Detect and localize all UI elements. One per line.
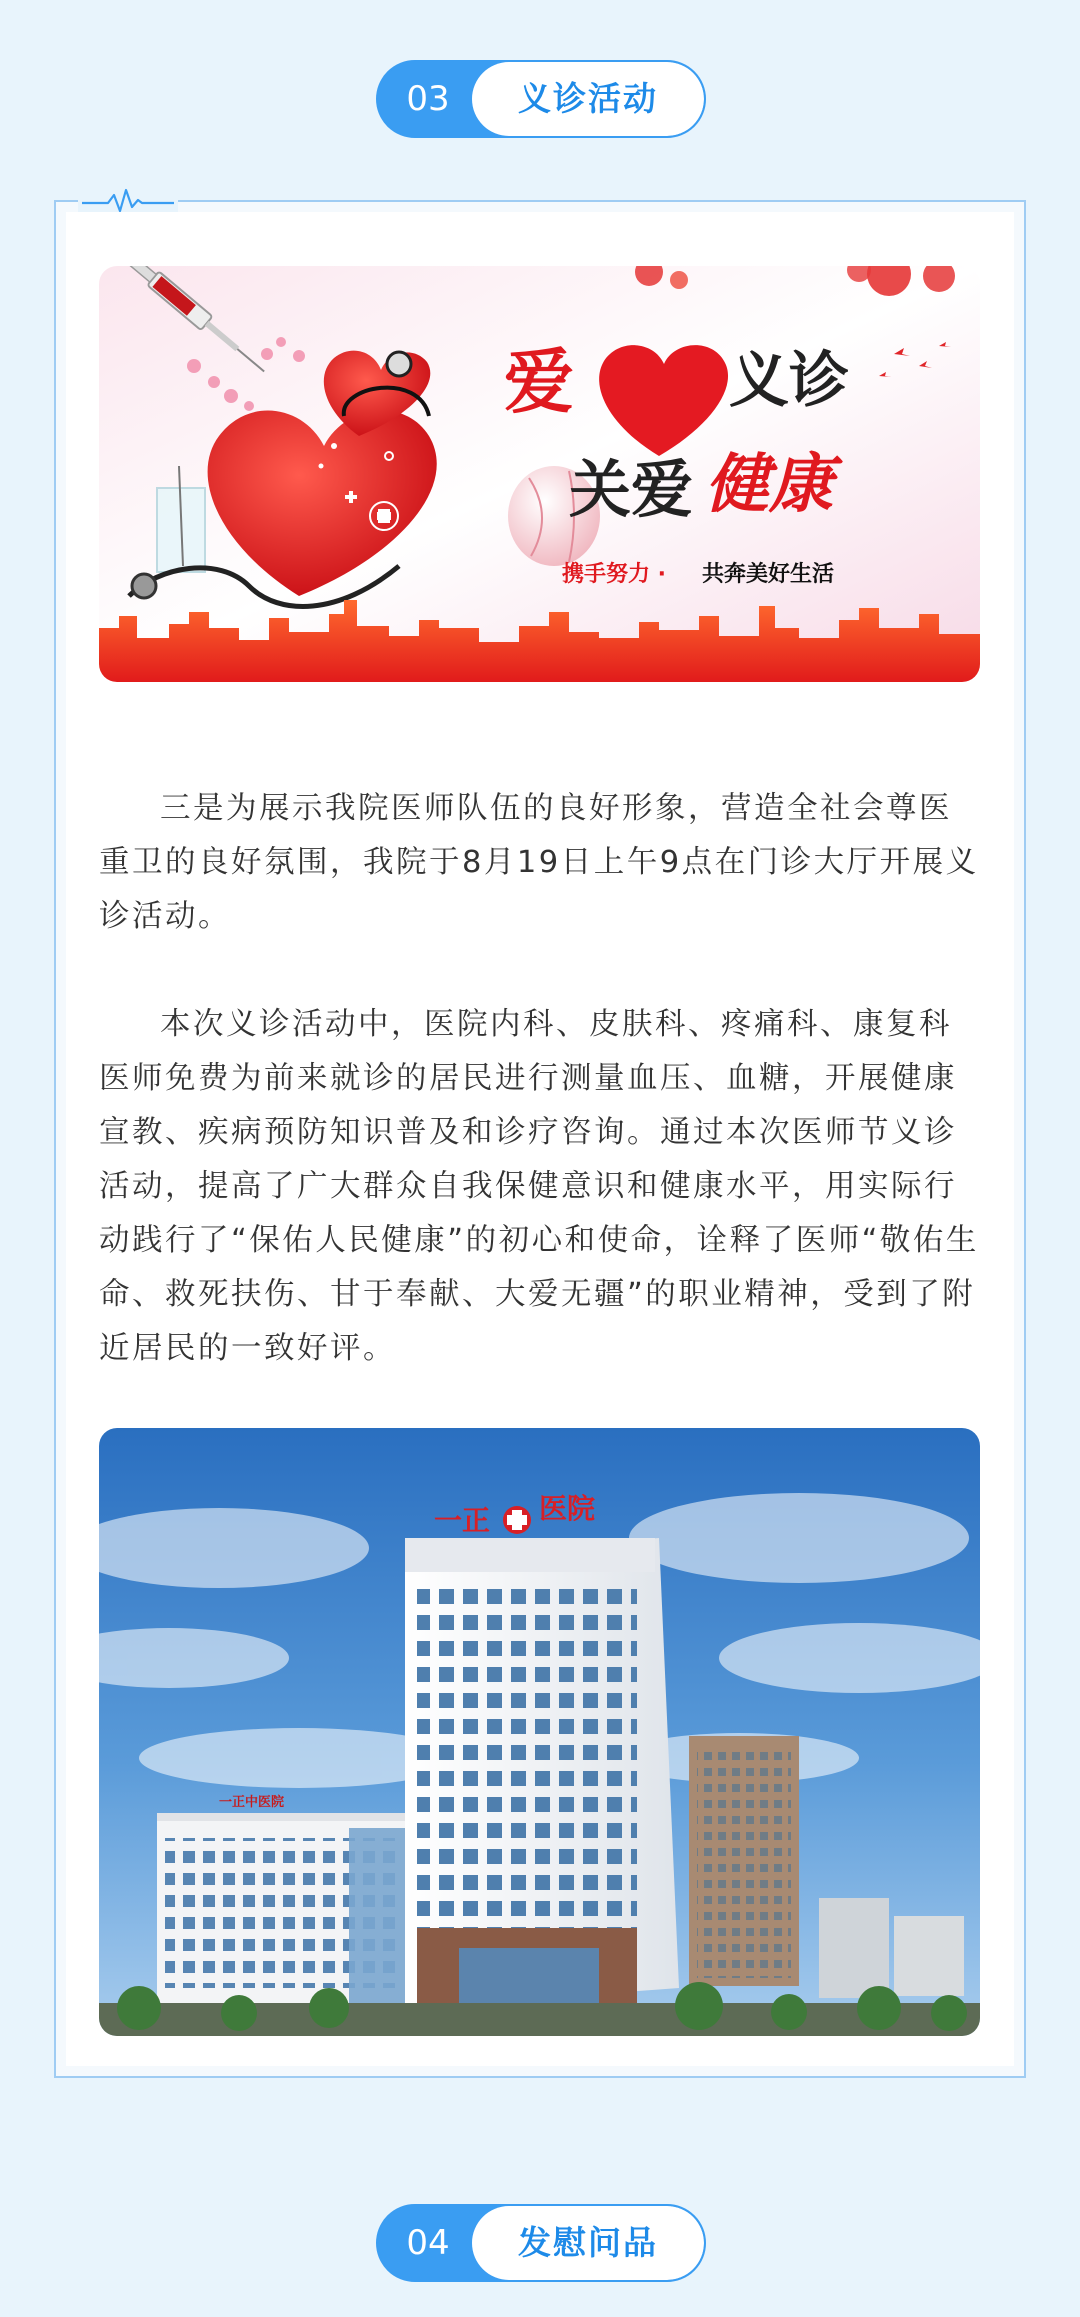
side-building-sign: 一正中医院 xyxy=(219,1795,285,1810)
section-number: 04 xyxy=(406,2223,450,2263)
main-building-sign-b: 医院 xyxy=(539,1492,596,1525)
banner-slogan-a: 携手努力 · xyxy=(562,562,667,587)
banner-headline-love: 爱 xyxy=(504,340,574,423)
hospital-building-photo xyxy=(99,1428,980,2036)
banner-headline-care: 关爱 xyxy=(569,453,694,526)
section-number: 03 xyxy=(406,79,450,119)
banner-headline-health: 健康 xyxy=(705,447,833,522)
article-paragraph-1: 三是为展示我院医师队伍的良好形象，营造全社会尊医重卫的良好氛围，我院于8月19日上午9点在门诊大厅开展义诊活动。 xyxy=(99,791,979,934)
main-building-sign-a: 一正 xyxy=(434,1504,491,1537)
section-header-03 xyxy=(376,60,706,138)
section-title: 发慰问品 xyxy=(472,2206,704,2280)
banner-slogan-b: 共奔美好生活 xyxy=(702,562,835,587)
free-clinic-banner xyxy=(99,266,980,682)
article-paragraph-2: 本次义诊活动中，医院内科、皮肤科、疼痛科、康复科医师免费为前来就诊的居民进行测量血压、血糖，开展健康宣教、疾病预防知识普及和诊疗咨询。通过本次医师节义诊活动，提高了广大群众自我保健意识和健康水平，用实际行动践行了“保佑人民健康”的初心和使命，诠释了医师“敬佑生命、救死扶伤、甘于奉献、大爱无疆”的职业精神，受到了附近居民的一致好评。 xyxy=(99,1007,979,1366)
banner-headline-clinic: 义诊 xyxy=(729,346,849,416)
section-header-04 xyxy=(376,2204,706,2282)
section-title: 义诊活动 xyxy=(472,62,704,136)
